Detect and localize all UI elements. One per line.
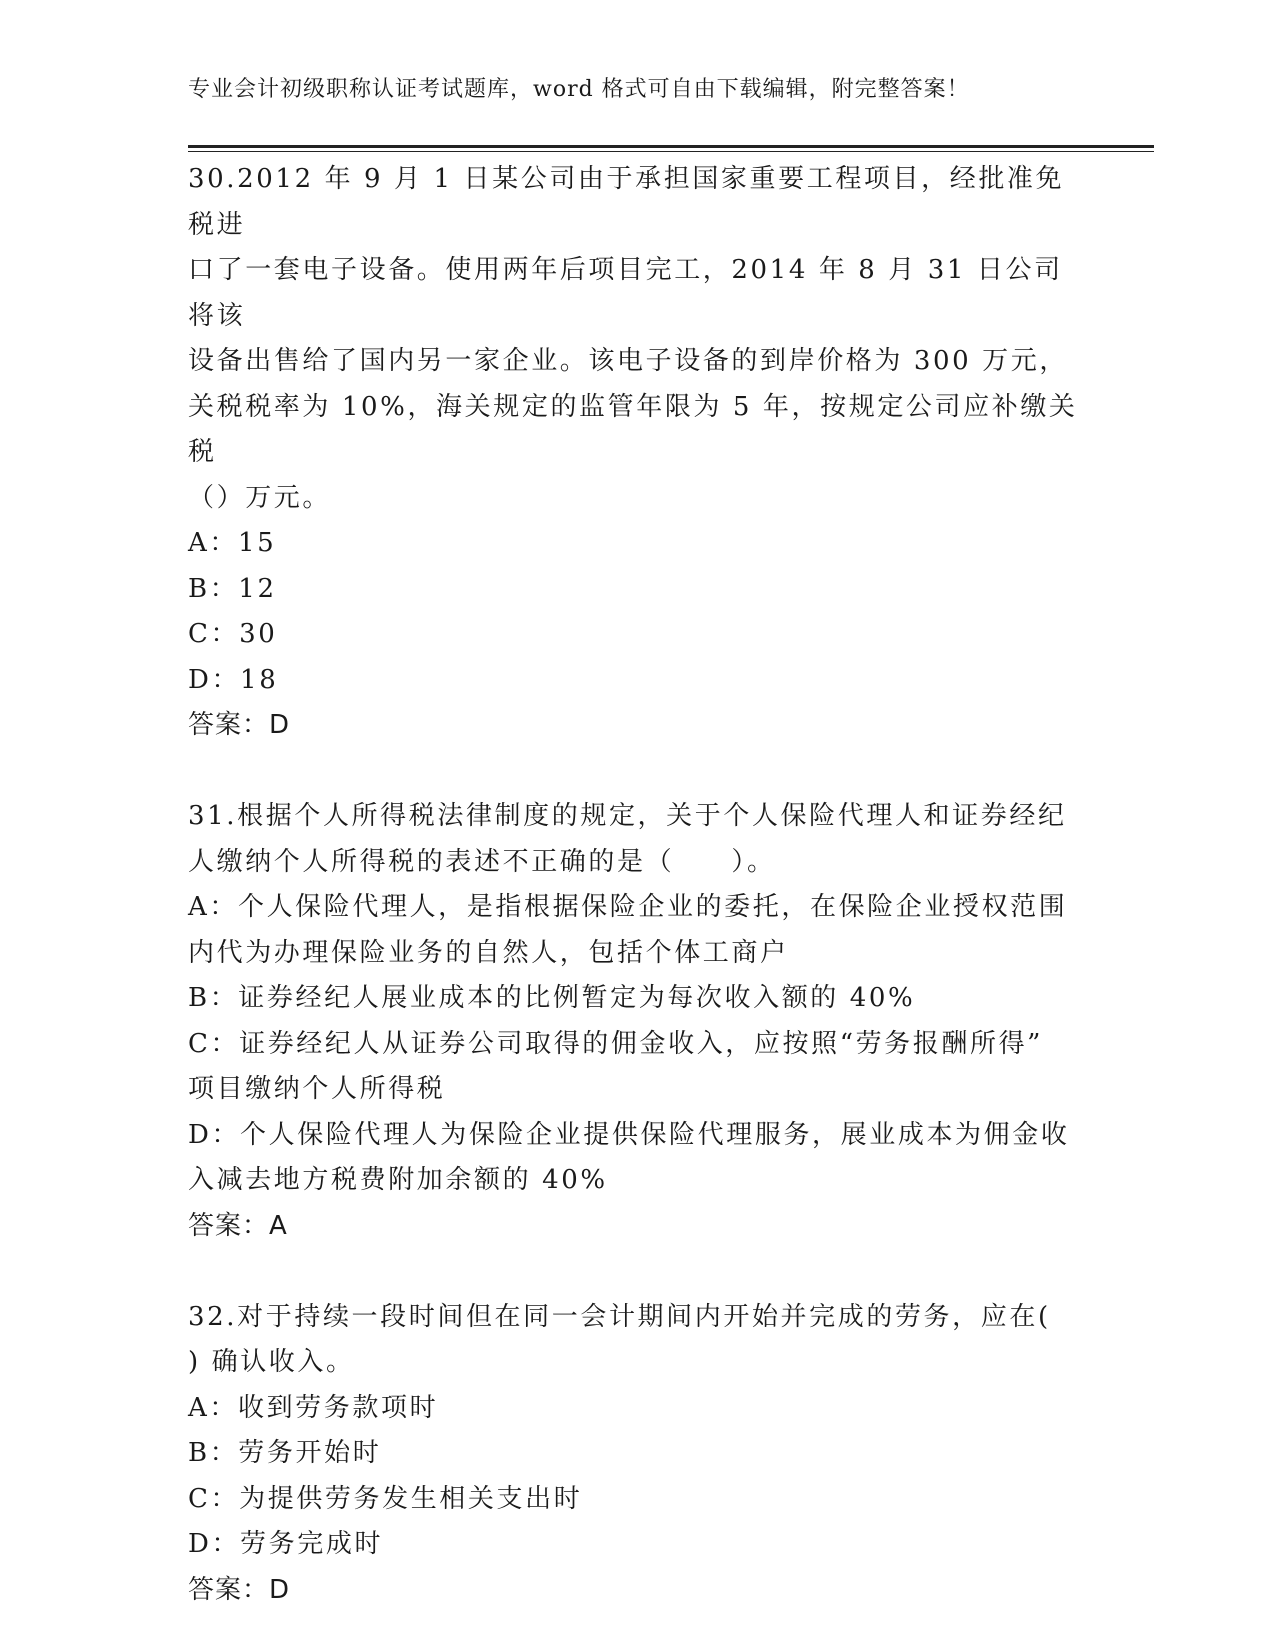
option-a	[188, 885, 1088, 976]
option-d	[188, 1113, 1088, 1204]
option-b: B：12	[188, 573, 277, 604]
option-a: A：收到劳务款项时	[188, 1392, 439, 1423]
question-line: 30.2012 年 9 月 1 日某公司由于承担国家重要工程项目，经批准免税进	[188, 164, 1065, 240]
question-line: （）万元。	[188, 482, 332, 513]
option-c	[188, 1022, 1088, 1113]
answer-label: 答案：D	[188, 710, 291, 740]
option-line: 内代为办理保险业务的自然人，包括个体工商户	[188, 937, 789, 968]
option-line: A：个人保险代理人，是指根据保险企业的委托，在保险企业授权范围	[188, 892, 1068, 922]
answer-label: 答案：A	[188, 1210, 288, 1241]
option-line: C：证券经纪人从证券公司取得的佣金收入，应按照“劳务报酬所得”	[188, 1028, 1044, 1059]
question-line: ) 确认收入。	[188, 1347, 355, 1377]
option-a: A：15	[188, 528, 277, 558]
question-line: 设备出售给了国内另一家企业。该电子设备的到岸价格为 300 万元，	[188, 346, 1068, 376]
option-line: D：个人保险代理人为保险企业提供保险代理服务，展业成本为佣金收	[188, 1119, 1070, 1150]
header-rule-thin	[188, 151, 1154, 152]
option-line: 入减去地方税费附加余额的 40%	[188, 1165, 608, 1195]
question-spacer	[188, 1249, 1088, 1295]
header-rule-thick	[188, 145, 1154, 148]
option-b: B：劳务开始时	[188, 1438, 382, 1468]
question-list	[188, 157, 1088, 1613]
option-line: 项目缴纳个人所得税	[188, 1074, 446, 1104]
page-header: 专业会计初级职称认证考试题库，word 格式可自由下载编辑，附完整答案！	[188, 77, 970, 102]
question-line: 32.对于持续一段时间但在同一会计期间内开始并完成的劳务，应在(	[188, 1301, 1051, 1332]
question-text	[188, 157, 1088, 521]
question-spacer	[188, 749, 1088, 795]
question-line: 人缴纳个人所得税的表述不正确的是（ ）。	[188, 846, 776, 877]
question-line: 关税税率为 10%，海关规定的监管年限为 5 年，按规定公司应补缴关税	[188, 391, 1078, 467]
question-text	[188, 794, 1088, 885]
question-line: 31.根据个人所得税法律制度的规定，关于个人保险代理人和证券经纪	[188, 801, 1067, 831]
question-32	[188, 1295, 1088, 1614]
question-line: 口了一套电子设备。使用两年后项目完工，2014 年 8 月 31 日公司将该	[188, 255, 1063, 331]
option-c: C：为提供劳务发生相关支出时	[188, 1483, 583, 1514]
option-d: D：劳务完成时	[188, 1529, 384, 1559]
option-b: B：证券经纪人展业成本的比例暂定为每次收入额的 40%	[188, 983, 916, 1013]
question-30	[188, 157, 1088, 749]
answer-label: 答案：D	[188, 1574, 291, 1605]
option-c: C：30	[188, 619, 278, 649]
question-text	[188, 1295, 1088, 1386]
question-31	[188, 794, 1088, 1249]
option-d: D：18	[188, 664, 279, 695]
